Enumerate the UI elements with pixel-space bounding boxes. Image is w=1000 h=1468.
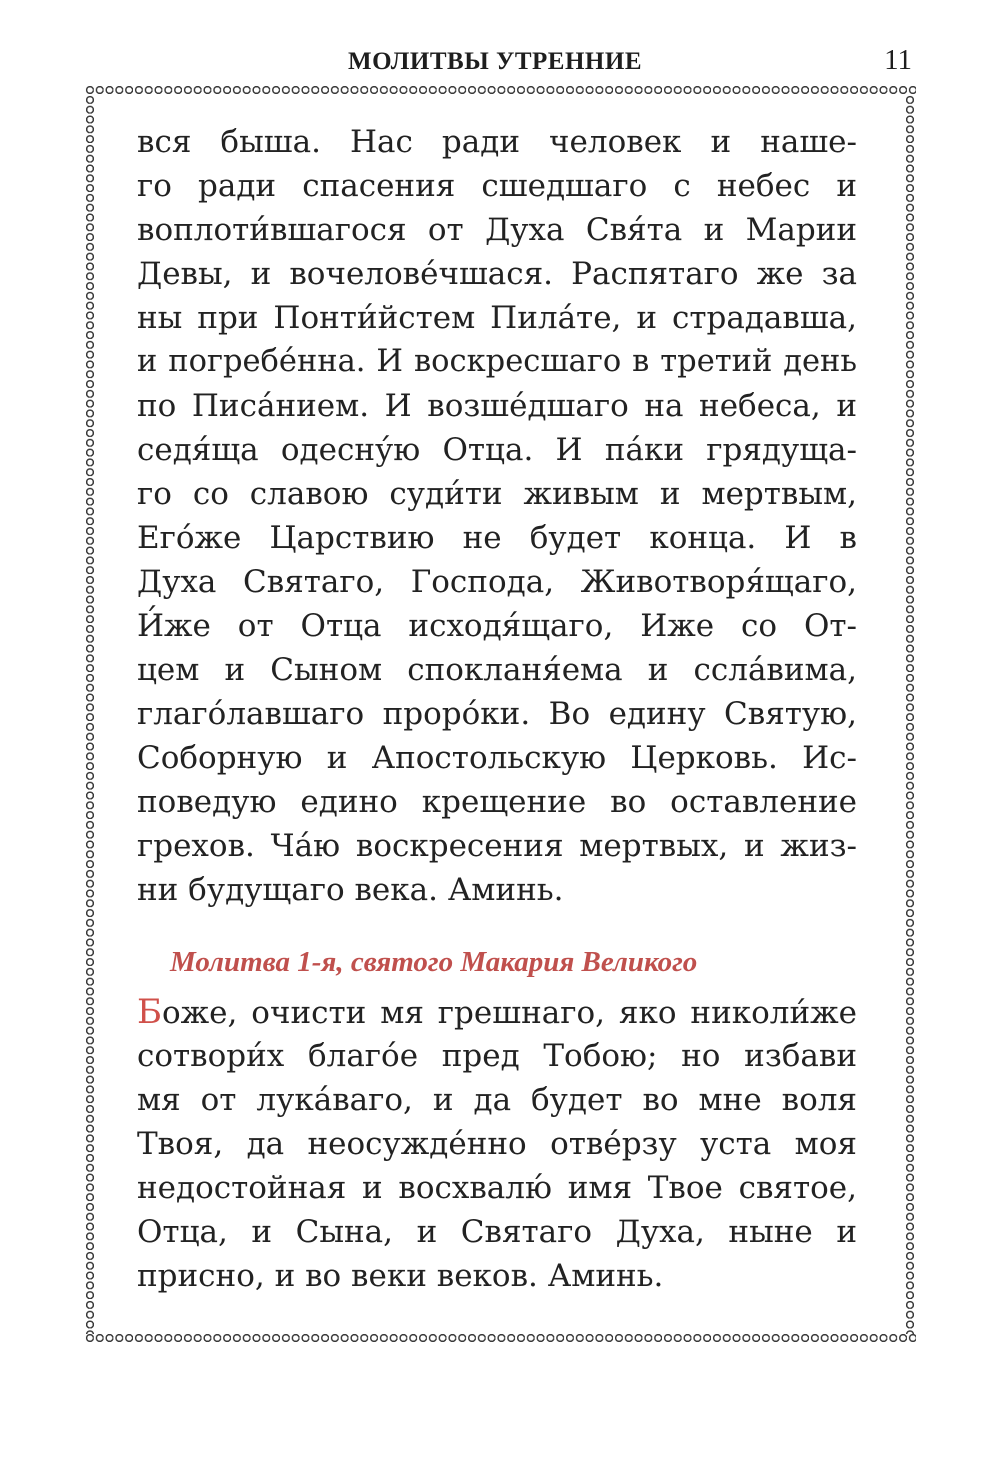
prayer-line: мя от лука́ваго, и да будет во мне воля (137, 1082, 857, 1118)
creed-line: ны при Понти́йстем Пила́те, и страдавша, (137, 300, 857, 336)
creed-line: ни будущаго века. Аминь. (137, 872, 564, 908)
prayer-line: недостойная и восхвалю́ имя Твое святое, (137, 1170, 857, 1206)
creed-text (137, 120, 857, 912)
creed-line: И́же от Отца исходя́щаго, Иже со От- (137, 608, 857, 644)
creed-line: и погребе́нна. И воскресшаго в третий день (137, 344, 857, 379)
creed-line: Духа Святаго, Господа, Животворя́щаго, (137, 564, 857, 600)
prayer-heading: Молитва 1-я, святого Макария Великого (170, 946, 698, 978)
creed-line: по Писа́нием. И возше́дшаго на небеса, и (137, 388, 857, 424)
prayer-first-line-text: оже, очисти мя грешнаго, яко николи́же (162, 995, 857, 1031)
frame-border-bottom (84, 1332, 916, 1344)
prayer-line: сотвори́х благо́е пред Тобою; но избави (137, 1038, 857, 1074)
prayer-line: Отца, и Сына, и Святаго Духа, ныне и (137, 1214, 857, 1250)
running-header (0, 44, 1000, 84)
prayer-line: присно, и во веки веков. Аминь. (137, 1258, 664, 1294)
creed-line: седя́ща одесну́ю Отца. И па́ки грядуща- (137, 432, 857, 468)
creed-line: вся быша. Нас ради человек и наше- (137, 124, 857, 160)
creed-line: го ради спасения сшедшаго с небес и (137, 168, 857, 204)
frame-border-left (84, 94, 96, 1334)
creed-line: поведую едино крещение во оставление (137, 784, 857, 820)
creed-line: го со славою суди́ти живым и мертвым, (137, 476, 857, 512)
creed-line: Девы, и вочелове́чшася. Распятаго же за (137, 256, 857, 292)
prayer-first-line (137, 990, 857, 1034)
creed-line: Соборную и Апостольскую Церковь. Ис- (137, 740, 857, 776)
creed-line: цем и Сыном спокланя́ема и ссла́вима, (137, 652, 857, 688)
frame-border-top (84, 84, 916, 96)
running-title: МОЛИТВЫ УТРЕННИЕ (348, 48, 642, 75)
creed-line: Его́же Царствию не будет конца. И в (137, 520, 857, 556)
creed-line: воплоти́вшагося от Духа Свя́та и Марии (137, 212, 857, 248)
creed-line: глаго́лавшаго проро́ки. Во едину Святую, (137, 696, 857, 732)
creed-line: грехов. Ча́ю воскресения мертвых, и жиз- (137, 828, 857, 864)
page-number: 11 (884, 44, 912, 76)
prayer-line: Твоя, да неосужде́нно отве́рзу уста моя (137, 1126, 857, 1162)
prayer-text (137, 990, 857, 1298)
drop-cap: Б (137, 992, 162, 1032)
frame-border-right (904, 94, 916, 1334)
